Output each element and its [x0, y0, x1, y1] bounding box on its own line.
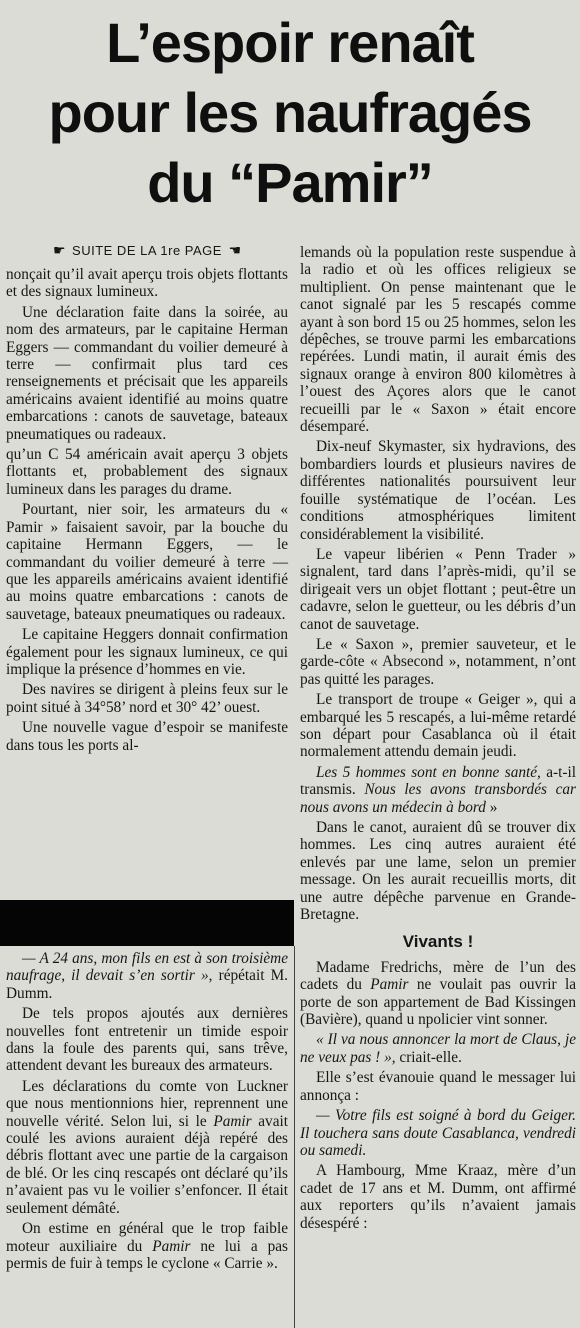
p9-italic: « Il va nous annoncer la mort de Claus, je ne veux pas ! », [300, 1031, 576, 1066]
right-paragraph-9 [300, 1031, 576, 1066]
p8-pamir: Pamir [370, 976, 409, 994]
left-paragraph-6: Des navires se dirigent à pleins feux sur le point situé à 34°58’ nord et 30° 42’ ouest. [6, 681, 288, 716]
left-lower-paragraph-4 [6, 1220, 288, 1272]
subhead-vivants: Vivants ! [402, 932, 474, 952]
dumm-quote-italic: — A 24 ans, mon fils en est à son troisième naufrage, il devait s’en sortir » [6, 950, 288, 985]
continuation-kicker [6, 242, 288, 260]
right-paragraph-1: lemands où la population reste suspendue à la radio et où les offices religieux se multiplient. On pense maintenant que le canot signalé par les 5 rescapés comme ayant à son bord 15 ou 25 hommes, selon les dépêches, se trouve parmi les embarcations repérées. Lundi matin, il aurait émis des signaux orange à environ 800 kilomètres à l’ouest des Açores alors que le canot recueilli par le « Saxon » était encore désemparé. [300, 244, 576, 436]
right-paragraph-4: Le « Saxon », premier sauveteur, et le garde-côte « Absecond », notamment, n’ont pas quitté les parages. [300, 635, 576, 688]
right-paragraph-10: Elle s’est évanouie quand le messager lui annonça : [300, 1069, 576, 1104]
headline-line-2: pour les naufragés [48, 81, 532, 144]
p9-end: criait-elle. [395, 1048, 462, 1066]
p6-italic-2: Nous les avons transbordés car nous avons un médecin à bord [300, 781, 576, 816]
p11-italic: — Votre fils est soigné à bord du Geiger. Il touchera sans doute Casablanca, vendredi ou samedi. [300, 1107, 576, 1159]
p6-italic-1: Les 5 hommes sont en bonne santé, [316, 763, 541, 781]
p4-part-b: ne lui a pas permis de fuir à temps le cyclone « Carrie ». [6, 1237, 288, 1272]
left-column [6, 242, 288, 757]
p3-part-a: Les déclarations du comte von Luckner que nous mentionnions hier, reprennent une nouvelle vérité. Selon lui, si le [6, 1077, 288, 1130]
headline-line-3: du “Pamir” [147, 151, 433, 214]
p4-pamir: Pamir [152, 1237, 191, 1255]
headline-line-1: L’espoir renaît [106, 11, 474, 74]
left-paragraph-2: Une déclaration faite dans la soirée, au nom des armateurs, par le capitaine Herman Eggers — commandant du voilier demeuré à terre — confirmait plus tard ces renseignements et précisait que les appareils américains avaient identifié au moins quatre embarcations : canots de sauvetage, bateaux pneumatiques ou radeaux. [6, 303, 288, 443]
right-column [300, 244, 576, 1235]
dumm-quote [6, 950, 288, 1002]
left-paragraph-4: Pourtant, nier soir, les armateurs du « Pamir » faisaient savoir, par la bouche du capitaine Hermann Eggers, — le commandant du voilier demeuré à terre — que les appareils américains avaient identifié au moins quatre embarcations : canots de sauvetage, bateaux pneumatiques ou radeaux. [6, 501, 288, 623]
p4-part-a: On estime en général que le trop faible moteur auxiliaire du [6, 1220, 288, 1255]
right-paragraph-8 [300, 959, 576, 1029]
left-lower-paragraph-2: De tels propos ajoutés aux dernières nouvelles font entretenir un timide espoir dans la foule des parents qui, sans trêve, attendent devant les bureaux des armateurs. [6, 1005, 288, 1075]
p3-part-b: avait coulé les avions auraient déjà repéré des débris flottant avec une partie de la cargaison de blé. Or les cinq rescapés ont déclaré qu’ils n’avaient pas vu le voilier s’enfoncer. Il était seulement démâté. [6, 1112, 288, 1217]
left-paragraph-5: Le capitaine Heggers donnait confirmation également pour les signaux lumineux, ce qui implique la présence d’hommes en vie. [6, 626, 288, 678]
left-lower-paragraph-3 [6, 1078, 288, 1217]
right-paragraph-7: Dans le canot, auraient dû se trouver dix hommes. Les cinq autres auraient été enlevés par une lame, selon un premier message. On les aurait recueillis morts, dit une autre dépêche parvenue en Grande-Bretagne. [300, 819, 576, 924]
kicker-text: SUITE DE LA 1re PAGE [72, 243, 222, 259]
dumm-quote-tail: , répétait M. Dumm. [6, 967, 288, 1002]
left-paragraph-7: Une nouvelle vague d’espoir se manifeste dans tous les ports al- [6, 719, 288, 754]
right-paragraph-3: Le vapeur libérien « Penn Trader » signalent, tard dans l’après-midi, qu’il se dirigeait vers un objet flottant ; peut-être un cadavre, selon le guetteur, ou les débris d’un canot de sauvetage. [300, 545, 576, 633]
p8-part-b: ne voulait pas ouvrir la porte de son appartement de Bad Kissingen (Bavière), quand u npolicier vint sonner. [300, 976, 576, 1029]
right-paragraph-11 [300, 1107, 576, 1159]
left-paragraph-1: nonçait qu’il avait aperçu trois objets flottants et des signaux lumineux. [6, 266, 288, 301]
pointing-hand-left-icon: ☛ [52, 242, 67, 259]
p8-part-a: Madame Fredrichs, mère de l’un des cadets du [300, 958, 576, 994]
p6-mid: a-t-il transmis. [300, 763, 576, 799]
right-paragraph-12: A Hambourg, Mme Kraaz, mère d’un cadet de 17 ans et M. Dumm, ont affirmé aux reporters qu’ils n’avaient jamais désespéré : [300, 1162, 576, 1232]
left-lower-column [6, 950, 288, 1275]
left-paragraph-3: qu’un C 54 américain avait aperçu 3 objets flottants et, probablement des signaux lumineux dans les parages du drame. [6, 446, 288, 498]
pointing-hand-right-icon: ☛ [227, 242, 242, 259]
right-paragraph-2: Dix-neuf Skymaster, six hydravions, des bombardiers lourds et plusieurs navires de différentes nationalités poursuivent leur fouille systématique de l’océan. Les conditions atmosphériques limitent considérablement la visibilité. [300, 438, 576, 543]
column-divider [294, 946, 295, 1328]
right-paragraph-6 [300, 764, 576, 816]
p6-end: » [485, 798, 498, 816]
right-paragraph-5: Le transport de troupe « Geiger », qui a embarqué les 5 rescapés, a lui-même retardé son départ pour Casablanca où il était normalement attendu demain jeudi. [300, 691, 576, 761]
headline [0, 0, 580, 232]
p3-pamir: Pamir [213, 1112, 252, 1130]
photo-placeholder [0, 900, 294, 946]
